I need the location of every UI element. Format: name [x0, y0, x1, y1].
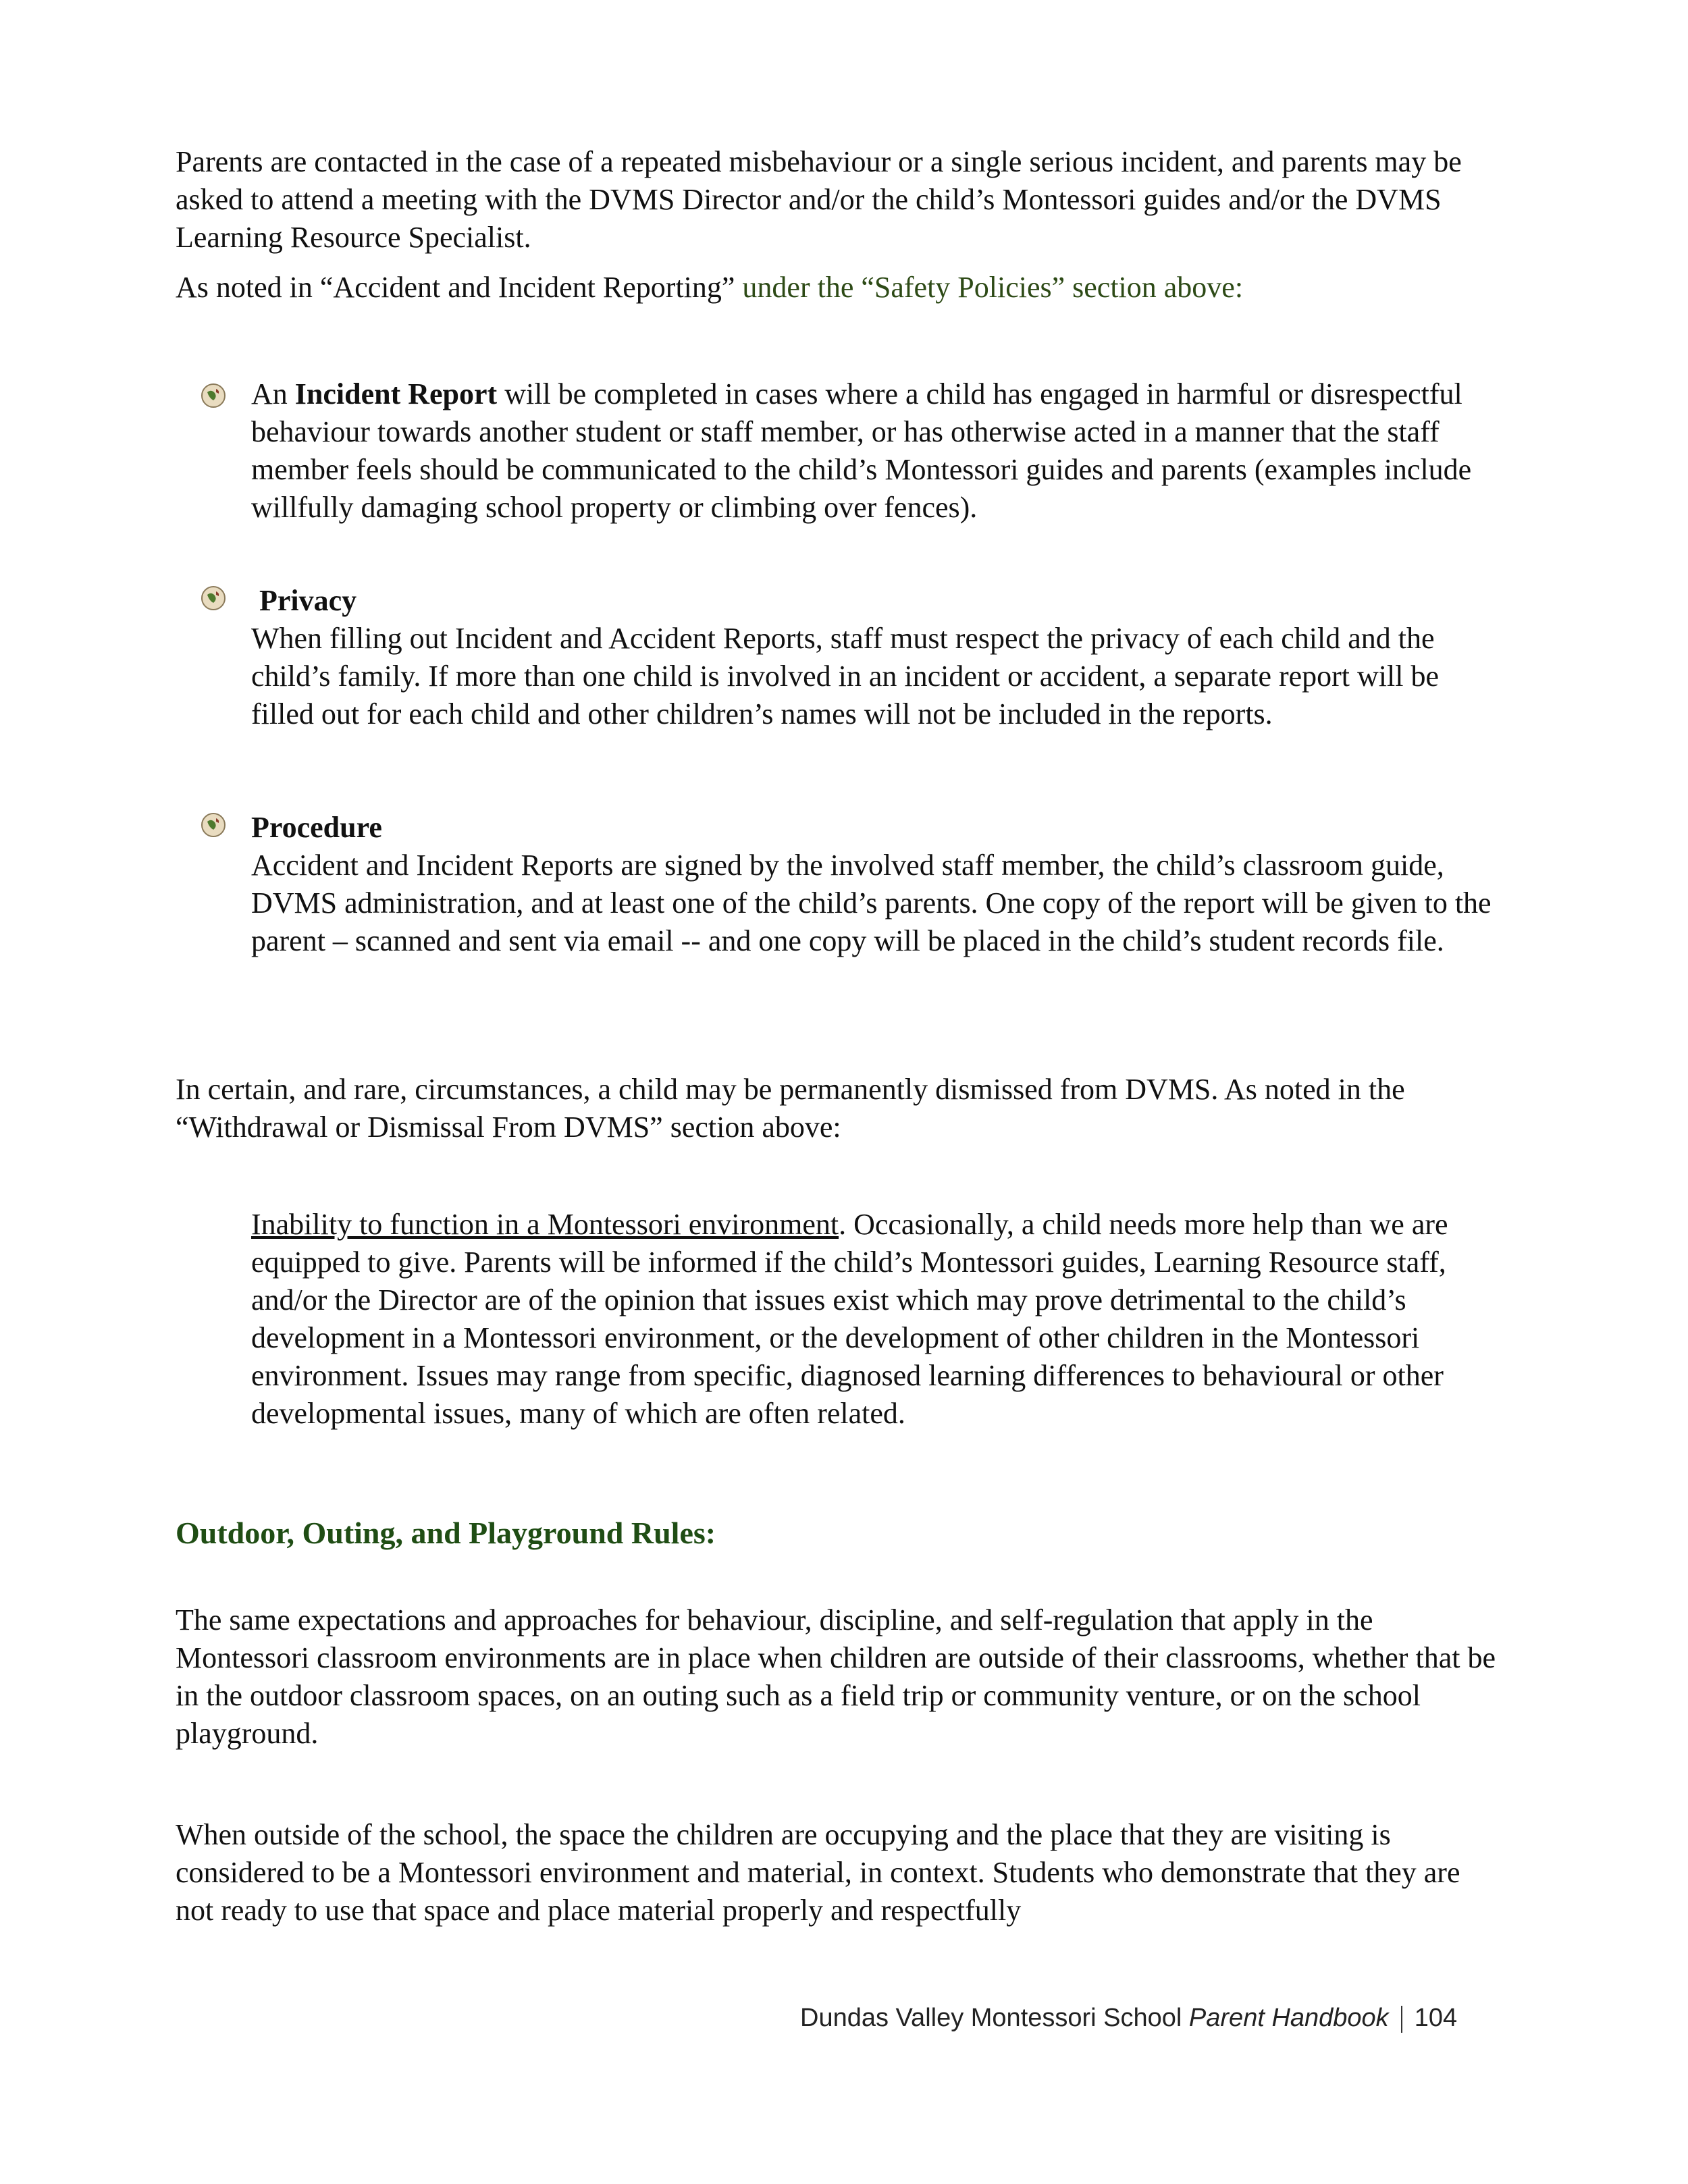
outdoor-paragraph: The same expectations and approaches for behaviour, discipline, and self-regulation that apply in the Montessori classroom environments are in place when children are outside of their classrooms, whether that be in the outdoor classroom spaces, on an outing such as a field trip or community venture, or on the school playground. [176, 1603, 1496, 1750]
noted-prefix: As noted in “Accident and Incident Reporting” [176, 271, 743, 304]
incident-report-label: Incident Report [294, 377, 498, 410]
quote-text: . Occasionally, a child needs more help than we are equipped to give. Parents will be informed if the child’s Montessori guides, Learning Resource staff, and/or the Director are of the opinion that issues exist which may prove detrimental to the child’s development in a Montessori environment, or the development of other children in the Montessori environment. Issues may range from specific, diagnosed learning differences to behavioural or other developmental issues, many of which are often related. [251, 1208, 1448, 1430]
privacy-text: When filling out Incident and Accident Reports, staff must respect the privacy of each child and the child’s family. If more than one child is involved in an incident or accident, a separate report will be filled out for each child and other children’s names will not be included in the reports. [251, 622, 1440, 730]
incident-report-text: will be completed in cases where a child has engaged in harmful or disrespectful behaviour towards another student or staff member, or has otherwise acted in a manner that the staff member feels should be communicated to the child’s Montessori guides and parents (examples include willfully damaging school property or climbing over fences). [251, 377, 1472, 524]
footer-handbook: Parent Handbook [1188, 2004, 1389, 2032]
noted-green-text: under the “Safety Policies” section above: [742, 271, 1244, 304]
section-heading: Outdoor, Outing, and Playground Rules: [176, 1516, 716, 1550]
page-number: 104 [1414, 2004, 1458, 2032]
page-footer [800, 2004, 1457, 2033]
dismissal-paragraph: In certain, and rare, circumstances, a child may be permanently dismissed from DVMS. As noted in the “Withdrawal or Dismissal From DVMS” section above: [176, 1073, 1405, 1144]
procedure-title: Procedure [251, 811, 382, 844]
globe-bullet-icon [200, 382, 227, 409]
procedure-bullet [251, 809, 1507, 960]
noted-paragraph [176, 269, 1499, 307]
footer-divider [1401, 2006, 1402, 2033]
footer-school: Dundas Valley Montessori School [800, 2004, 1189, 2032]
incident-report-bullet [251, 375, 1507, 527]
dismissal-quote [251, 1206, 1507, 1433]
procedure-text: Accident and Incident Reports are signed by the involved staff member, the child’s classroom guide, DVMS administration, and at least one of the child’s parents. One copy of the report will be given to the parent – scanned and sent via email -- and one copy will be placed in the child’s student records file. [251, 849, 1492, 957]
incident-pre: An [251, 377, 295, 410]
globe-bullet-icon [200, 811, 227, 838]
privacy-bullet [251, 582, 1507, 733]
globe-bullet-icon [200, 585, 227, 612]
intro-paragraph: Parents are contacted in the case of a repeated misbehaviour or a single serious incident, and parents may be asked to attend a meeting with the DVMS Director and/or the child’s Montessori guides and/or the DVMS Learning Resource Specialist. [176, 145, 1462, 254]
privacy-title: Privacy [259, 584, 357, 617]
quote-underlined: Inability to function in a Montessori environment [251, 1208, 839, 1241]
outside-school-paragraph: When outside of the school, the space the children are occupying and the place that they are visiting is considered to be a Montessori environment and material, in context. Students who demonstrate that they are not ready to use that space and place material properly and respectfully [176, 1818, 1460, 1927]
